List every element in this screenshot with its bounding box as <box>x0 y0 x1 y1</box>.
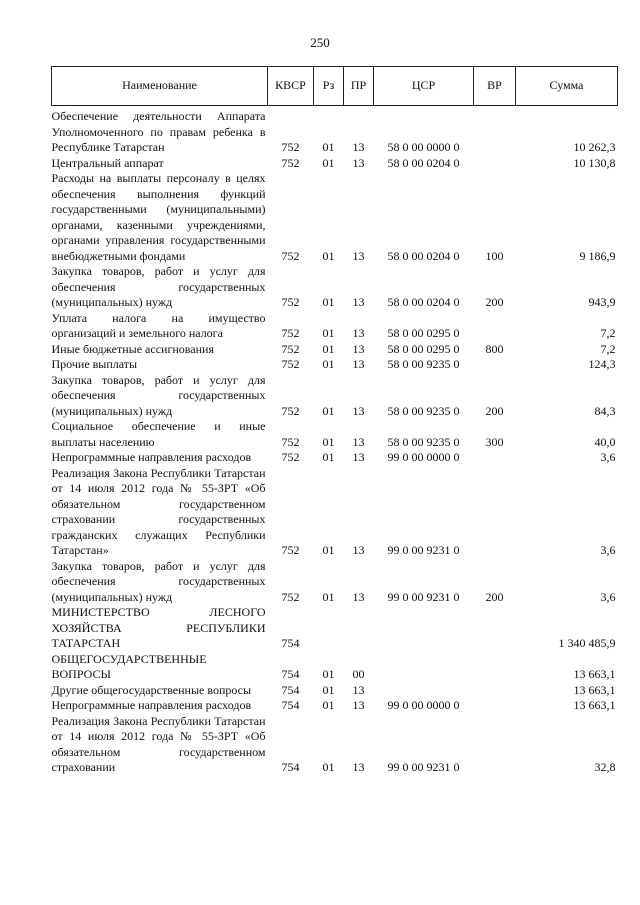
table-row <box>52 311 618 342</box>
cell-kvsr: 752 <box>281 403 300 418</box>
cell-sum: 32,8 <box>594 760 616 774</box>
cell-rz: 01 <box>322 403 335 418</box>
header-vr: ВР <box>474 67 516 106</box>
header-pr: ПР <box>344 67 374 106</box>
cell-sum: 3,6 <box>600 589 616 604</box>
cell-rz: 01 <box>322 434 335 449</box>
cell-pr: 13 <box>352 434 365 449</box>
cell-sum: 7,2 <box>600 326 616 340</box>
cell-vr <box>474 106 516 156</box>
cell-sum: 9 186,9 <box>579 248 616 263</box>
cell-vr <box>474 714 516 776</box>
cell-vr <box>474 450 516 466</box>
cell-kvsr: 752 <box>281 326 300 340</box>
cell-name: Другие общегосударственные вопросы <box>51 682 252 697</box>
cell-csr: 58 0 00 0295 0 <box>387 326 460 340</box>
header-csr: ЦСР <box>374 67 474 106</box>
cell-name: Непрограммные направления расходов <box>51 698 252 712</box>
cell-csr: 58 0 00 0000 0 <box>387 140 460 154</box>
cell-rz: 01 <box>322 543 335 557</box>
cell-pr <box>344 605 374 652</box>
page-number: 250 <box>310 35 330 50</box>
table-row <box>52 373 618 420</box>
cell-vr: 200 <box>485 295 504 309</box>
cell-vr <box>474 605 516 652</box>
cell-name: Реализация Закона Республики Татарстан от 14 июля 2012 года № 55-ЗРТ «Об обязательном государственном страховании <box>51 713 266 774</box>
table-row <box>52 652 618 683</box>
header-sum: Сумма <box>516 67 618 106</box>
cell-name: Центральный аппарат <box>51 155 164 170</box>
table-row <box>52 264 618 311</box>
cell-sum: 3,6 <box>600 543 616 557</box>
cell-vr <box>474 698 516 714</box>
cell-sum: 13 663,1 <box>573 698 616 712</box>
cell-name: Закупка товаров, работ и услуг для обеспечения государственных (муниципальных) нужд <box>51 558 266 604</box>
cell-sum: 13 663,1 <box>573 682 616 697</box>
cell-vr: 200 <box>485 403 504 418</box>
cell-rz: 01 <box>322 760 335 774</box>
table-body <box>52 106 618 776</box>
budget-table <box>51 66 618 776</box>
cell-sum: 7,2 <box>600 341 616 356</box>
table-row <box>52 714 618 776</box>
cell-kvsr: 754 <box>281 667 300 681</box>
cell-sum: 13 663,1 <box>573 667 616 681</box>
cell-rz: 01 <box>322 682 335 697</box>
cell-name: Уплата налога на имущество организаций и земельного налога <box>51 310 266 340</box>
cell-kvsr: 754 <box>281 682 300 697</box>
cell-kvsr: 752 <box>281 140 300 154</box>
cell-vr: 100 <box>485 248 504 263</box>
cell-csr: 58 0 00 9235 0 <box>387 434 460 449</box>
cell-rz: 01 <box>322 295 335 309</box>
cell-kvsr: 752 <box>281 248 300 263</box>
cell-kvsr: 754 <box>281 698 300 712</box>
cell-rz <box>314 605 344 652</box>
cell-pr: 13 <box>352 682 365 697</box>
cell-rz: 01 <box>322 698 335 712</box>
cell-pr: 13 <box>352 543 365 557</box>
header-name: Наименование <box>52 67 268 106</box>
cell-csr: 99 0 00 9231 0 <box>387 589 460 604</box>
cell-rz: 01 <box>322 155 335 170</box>
cell-rz: 01 <box>322 667 335 681</box>
cell-sum: 10 130,8 <box>573 155 616 170</box>
cell-vr <box>474 683 516 699</box>
cell-csr: 58 0 00 9235 0 <box>387 403 460 418</box>
cell-kvsr: 752 <box>281 543 300 557</box>
cell-kvsr: 752 <box>281 295 300 309</box>
cell-vr <box>474 156 516 172</box>
cell-kvsr: 752 <box>281 341 300 356</box>
cell-kvsr: 754 <box>281 760 300 774</box>
cell-pr: 13 <box>352 357 365 371</box>
cell-pr: 13 <box>352 760 365 774</box>
cell-kvsr: 752 <box>281 155 300 170</box>
cell-pr: 13 <box>352 248 365 263</box>
cell-name: Расходы на выплаты персоналу в целях обеспечения выполнения функций государственными (муниципальными) органами, казенными учреждениями, органами управления государственными внебюджетными фондами <box>51 171 266 263</box>
cell-pr: 13 <box>352 140 365 154</box>
cell-pr: 13 <box>352 698 365 712</box>
table-row <box>52 156 618 172</box>
cell-name: Иные бюджетные ассигнования <box>51 341 214 356</box>
cell-sum: 10 262,3 <box>573 140 616 154</box>
table-row <box>52 683 618 699</box>
cell-sum: 40,0 <box>594 434 616 449</box>
table-row <box>52 106 618 156</box>
table-row <box>52 605 618 652</box>
cell-name: МИНИСТЕРСТВО ЛЕСНОГО ХОЗЯЙСТВА РЕСПУБЛИКИ ТАТАРСТАН <box>51 605 266 650</box>
cell-csr: 99 0 00 9231 0 <box>387 760 460 774</box>
cell-csr: 58 0 00 9235 0 <box>387 357 460 371</box>
cell-kvsr: 752 <box>281 357 300 371</box>
cell-csr: 58 0 00 0204 0 <box>387 248 460 263</box>
cell-name: Прочие выплаты <box>51 357 138 371</box>
cell-csr: 58 0 00 0295 0 <box>387 341 460 356</box>
cell-rz: 01 <box>322 326 335 340</box>
cell-csr <box>374 683 474 699</box>
cell-vr <box>474 357 516 373</box>
cell-pr: 00 <box>352 667 365 681</box>
cell-kvsr: 752 <box>281 450 300 464</box>
cell-vr <box>474 466 516 559</box>
cell-rz: 01 <box>322 589 335 604</box>
cell-vr <box>474 311 516 342</box>
cell-vr: 300 <box>485 434 504 449</box>
cell-pr: 13 <box>352 326 365 340</box>
cell-sum: 124,3 <box>588 357 616 371</box>
table-row <box>52 419 618 450</box>
cell-csr: 99 0 00 9231 0 <box>387 543 460 557</box>
cell-sum: 943,9 <box>588 295 616 309</box>
cell-pr: 13 <box>352 450 365 464</box>
cell-csr <box>374 652 474 683</box>
cell-vr: 200 <box>485 589 504 604</box>
cell-csr: 58 0 00 0204 0 <box>387 295 460 309</box>
table-row <box>52 342 618 358</box>
cell-rz: 01 <box>322 450 335 464</box>
cell-vr: 800 <box>485 341 504 356</box>
table-row <box>52 171 618 264</box>
table-row <box>52 450 618 466</box>
cell-sum: 1 340 485,9 <box>558 636 616 650</box>
table-header <box>52 67 618 106</box>
cell-pr: 13 <box>352 403 365 418</box>
cell-pr: 13 <box>352 341 365 356</box>
cell-name: Обеспечение деятельности Аппарата Уполномоченного по правам ребенка в Республике Татарстан <box>51 109 266 154</box>
cell-name: Социальное обеспечение и иные выплаты населению <box>51 419 266 449</box>
cell-csr: 58 0 00 0204 0 <box>387 155 460 170</box>
cell-csr: 99 0 00 0000 0 <box>387 450 460 464</box>
table-row <box>52 357 618 373</box>
table-row <box>52 466 618 559</box>
cell-name: Закупка товаров, работ и услуг для обеспечения государственных (муниципальных) нужд <box>51 264 266 309</box>
cell-rz: 01 <box>322 140 335 154</box>
table-row <box>52 559 618 606</box>
cell-sum: 3,6 <box>600 450 616 464</box>
cell-rz: 01 <box>322 341 335 356</box>
cell-csr <box>374 605 474 652</box>
header-rz: Рз <box>314 67 344 106</box>
cell-pr: 13 <box>352 295 365 309</box>
cell-name: ОБЩЕГОСУДАРСТВЕННЫЕ ВОПРОСЫ <box>51 651 207 681</box>
cell-kvsr: 754 <box>281 636 300 650</box>
cell-name: Реализация Закона Республики Татарстан от 14 июля 2012 года № 55-ЗРТ «Об обязательном государственном страховании государственных гражданских служащих Республики Татарстан» <box>51 465 266 557</box>
cell-pr: 13 <box>352 589 365 604</box>
cell-rz: 01 <box>322 248 335 263</box>
table-row <box>52 698 618 714</box>
cell-rz: 01 <box>322 357 335 371</box>
cell-pr: 13 <box>352 155 365 170</box>
cell-kvsr: 752 <box>281 589 300 604</box>
cell-sum: 84,3 <box>594 403 616 418</box>
cell-vr <box>474 652 516 683</box>
header-kvsr: КВСР <box>268 67 314 106</box>
cell-csr: 99 0 00 0000 0 <box>387 698 460 712</box>
cell-kvsr: 752 <box>281 434 300 449</box>
cell-name: Закупка товаров, работ и услуг для обеспечения государственных (муниципальных) нужд <box>51 372 266 418</box>
cell-name: Непрограммные направления расходов <box>51 450 252 464</box>
